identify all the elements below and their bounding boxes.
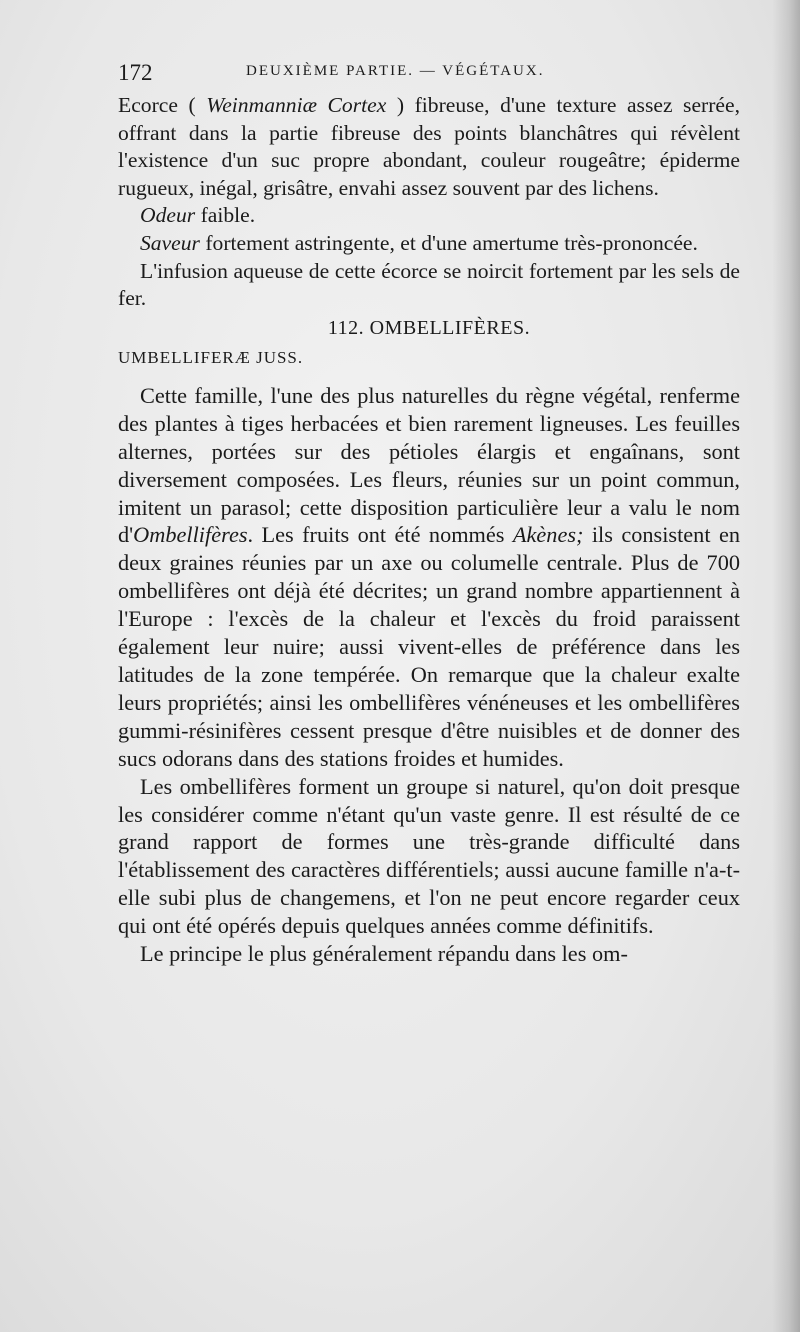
paragraph-2: Les ombellifères forment un groupe si naturel, qu'on doit presque les considérer comme n'étant qu'un vaste genre. Il est résulté de ce grand rapport de formes une très-grande difficulté dans l'établissement des caractères différentiels; aussi aucune famille n'a-t-elle subi plus de changemens, et l'on ne peut encore regarder ceux qui ont été opérés depuis quelques années comme définitifs. (118, 773, 740, 939)
odor-label: Odeur (140, 203, 196, 228)
taste-entry (118, 230, 740, 258)
section-heading: 112. OMBELLIFÈRES. (327, 316, 531, 339)
odor-entry (118, 202, 740, 230)
page-number: 172 (118, 60, 153, 85)
page-header (118, 60, 740, 90)
page-edge-shadow (772, 0, 800, 1332)
bark-open-paren: ( (177, 93, 207, 117)
paragraph-3: Le principe le plus généralement répandu dans les om- (140, 941, 628, 967)
term-ombelliferes: Ombellifères (133, 522, 248, 548)
taste-label: Saveur (140, 230, 200, 255)
running-head: DEUXIÈME PARTIE. — VÉGÉTAUX. (246, 63, 545, 79)
section-authority: UMBELLIFERÆ JUSS. (118, 348, 304, 368)
bark-label: Ecorce (118, 93, 178, 117)
paragraph-1-part-1: Cette famille, l'une des plus naturelles du règne végétal, renferme des plantes à tiges herbacées et bien rarement ligneuses. Les feuilles alternes, portées sur des pétioles élargis et engaînans, sont diversement composées. Les fleurs, réunies sur un point commun, imitent un parasol; cette disposition particulière leur a valu le nom d' (118, 382, 740, 548)
paragraph-1-part-2: . Les fruits ont été nommés (247, 522, 513, 548)
bark-description: ) fibreuse, d'une texture assez serrée, offrant dans la partie fibreuse des points blanchâtres qui révèlent l'existence d'un suc propre abondant, couleur rougeâtre; épiderme rugueux, inégal, grisâtre, envahi assez souvent par des lichens. (118, 93, 740, 200)
bark-entry (118, 92, 740, 202)
family-description (118, 382, 740, 968)
bark-latin-name: Weinmanniæ Cortex (206, 93, 387, 117)
paragraph-1-part-3: ils consistent en deux graines réunies par un axe ou columelle centrale. Plus de 700 ombellifères ont déjà été décrites; un grand nombre appartiennent à l'Europe : l'excès de la chaleur et l'excès du froid paraissent également leur nuire; aussi vivent-elles de préférence dans les latitudes de la zone tempérée. On remarque que la chaleur exalte leurs propriétés; ainsi les ombellifères vénéneuses et les ombellifères gummi-résinifères cessent presque d'être nuisibles et de donner des sucs odorans dans des stations froides et humides. (118, 522, 740, 771)
infusion-paragraph: L'infusion aqueuse de cette écorce se noircit fortement par les sels de fer. (118, 258, 740, 311)
taste-text: fortement astringente, et d'une amertume très-prononcée. (199, 230, 698, 255)
term-akenes: Akènes; (512, 522, 584, 548)
paragraph-1 (118, 382, 740, 773)
text-body (118, 92, 740, 968)
odor-text: faible. (195, 203, 256, 228)
